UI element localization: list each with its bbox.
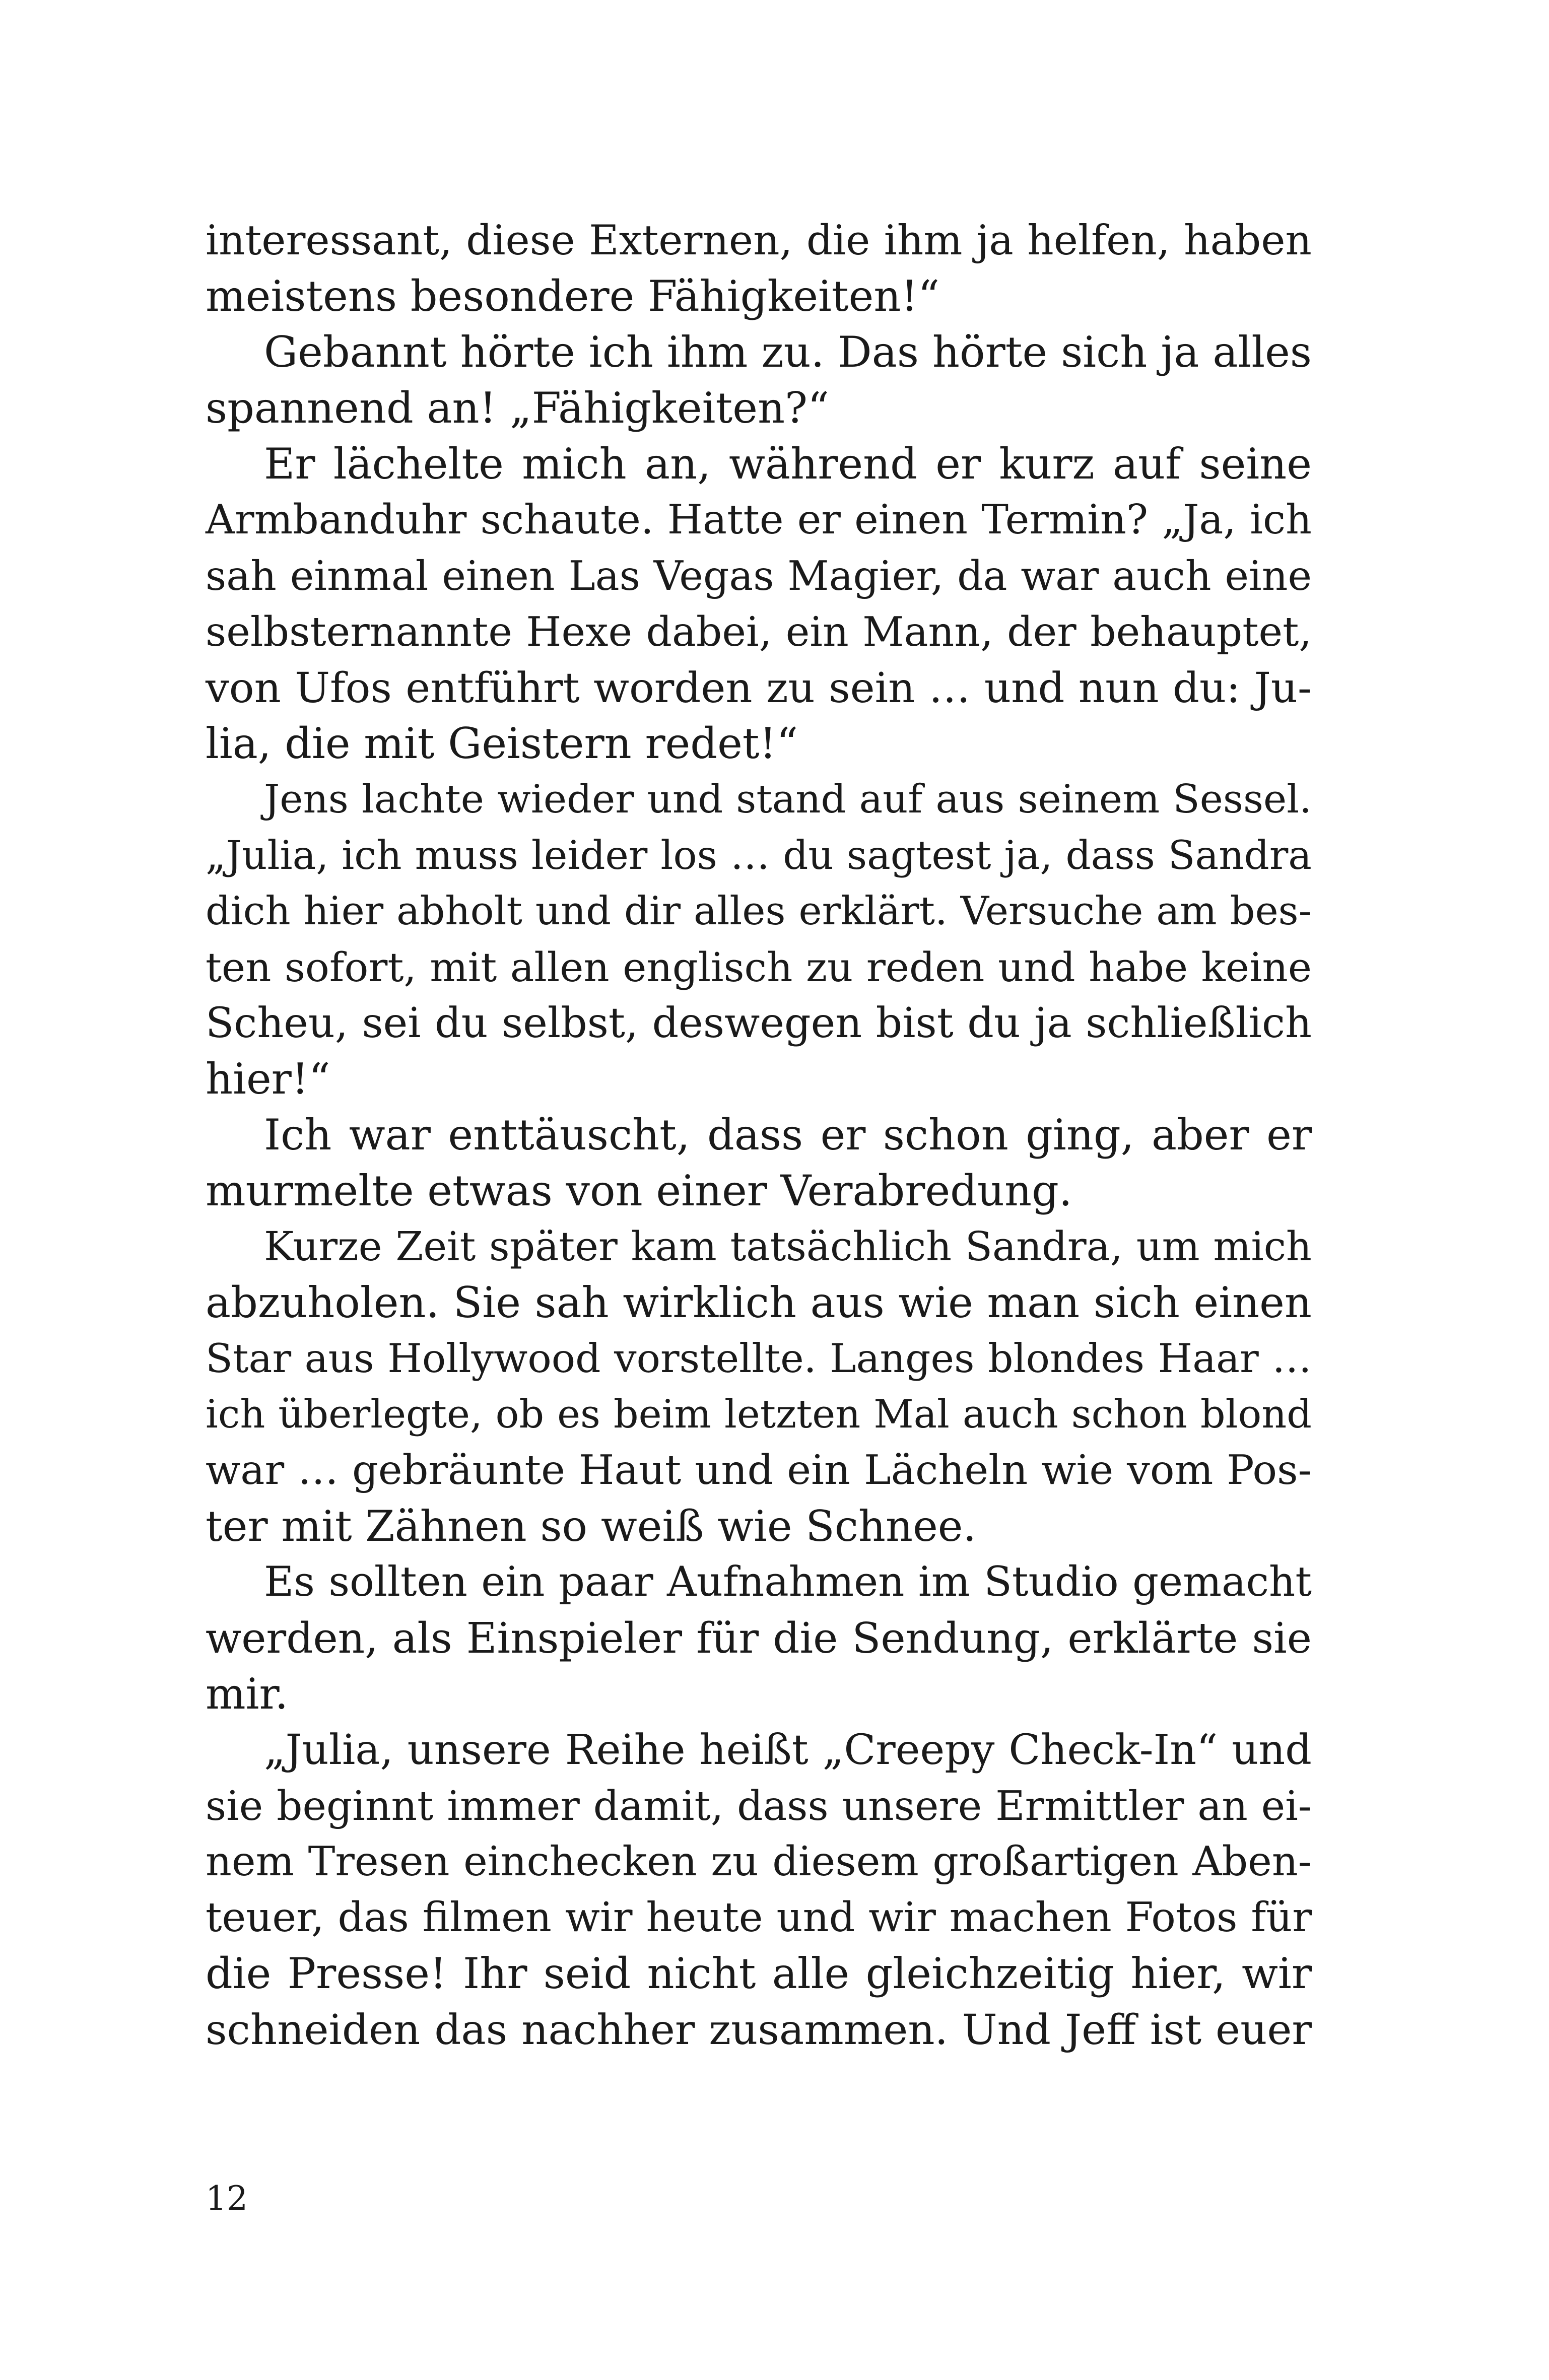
text-line: Es sollten ein paar Aufnahmen im Studio gemacht: [264, 1558, 1312, 1606]
text-line: Jens lachte wieder und stand auf aus seinem Sessel.: [264, 777, 1312, 822]
text-line: werden, als Einspieler für die Sendung, erklärte sie: [206, 1614, 1312, 1663]
text-line: Gebannt hörte ich ihm zu. Das hörte sich ja alles: [264, 327, 1312, 377]
text-line: Kurze Zeit später kam tatsächlich Sandra, um mich: [264, 1223, 1312, 1270]
text-line: Armbanduhr schaute. Hatte er einen Termin? „Ja, ich: [206, 496, 1312, 543]
text-line: die Presse! Ihr seid nicht alle gleichzeitig hier, wir: [206, 1949, 1312, 1998]
text-line: Star aus Hollywood vorstellte. Langes blondes Haar …: [206, 1335, 1312, 1382]
text-line: war … gebräunte Haut und ein Lächeln wie vom Pos-: [206, 1447, 1312, 1494]
text-line: interessant, diese Externen, die ihm ja helfen, haben: [206, 217, 1312, 264]
text-line: ter mit Zähnen so weiß wie Schnee.: [206, 1502, 977, 1551]
text-line: Ich war enttäuscht, dass er schon ging, aber er: [264, 1110, 1312, 1160]
text-line: „Julia, ich muss leider los … du sagtest ja, dass Sandra: [206, 833, 1312, 878]
text-line: hier!“: [206, 1054, 330, 1104]
text-line: von Ufos entführt worden zu sein … und nun du: Ju-: [206, 663, 1312, 712]
text-line: selbsternannte Hexe dabei, ein Mann, der behauptet,: [206, 608, 1312, 655]
text-line: meistens besondere Fähigkeiten!“: [206, 271, 940, 321]
text-line: murmelte etwas von einer Verabredung.: [206, 1166, 1072, 1215]
text-line: sie beginnt immer damit, dass unsere Ermittler an ei-: [206, 1783, 1312, 1829]
body-text: [206, 213, 1312, 2058]
text-line: ten sofort, mit allen englisch zu reden und habe keine: [206, 944, 1312, 991]
text-line: schneiden das nachher zusammen. Und Jeff ist euer: [206, 2005, 1312, 2054]
text-line: ich überlegte, ob es beim letzten Mal auch schon blond: [206, 1392, 1312, 1437]
text-line: Scheu, sei du selbst, deswegen bist du ja schließlich: [206, 999, 1312, 1047]
text-line: lia, die mit Geistern redet!“: [206, 719, 798, 768]
text-line: nem Tresen einchecken zu diesem großartigen Aben-: [206, 1838, 1312, 1885]
text-line: sah einmal einen Las Vegas Magier, da war auch eine: [206, 552, 1312, 599]
text-line: spannend an! „Fähigkeiten?“: [206, 383, 830, 433]
text-line: mir.: [206, 1669, 289, 1719]
text-line: teuer, das filmen wir heute und wir machen Fotos für: [206, 1894, 1312, 1941]
text-line: „Julia, unsere Reihe heißt „Creepy Check-In“ und: [264, 1726, 1312, 1774]
text-line: dich hier abholt und dir alles erklärt. Versuche am bes-: [206, 889, 1312, 934]
text-line: abzuholen. Sie sah wirklich aus wie man sich einen: [206, 1278, 1312, 1327]
page-number: 12: [206, 2179, 248, 2218]
text-line: Er lächelte mich an, während er kurz auf seine: [264, 439, 1312, 489]
